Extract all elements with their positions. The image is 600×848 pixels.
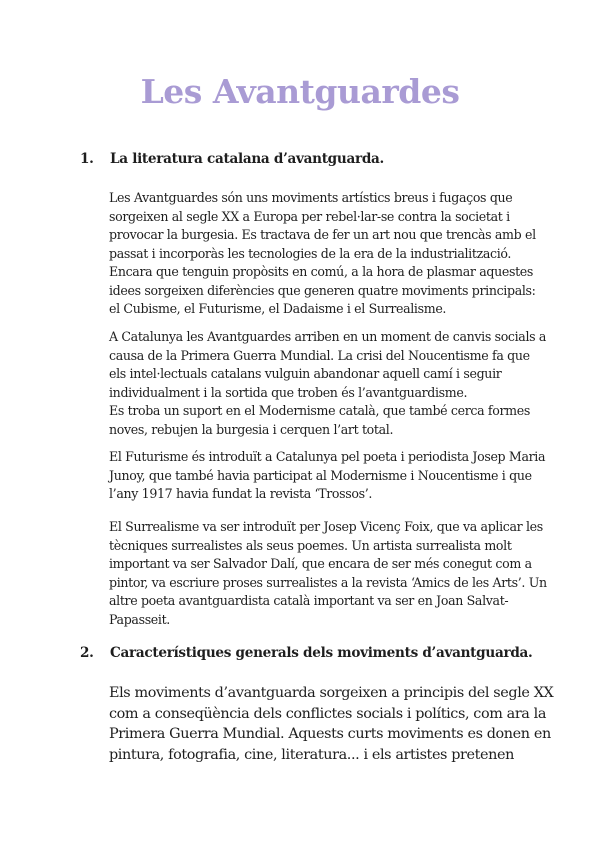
paragraph-text: Els moviments d’avantguarda sorgeixen a principis del segle XX com a conseqüència dels conflictes socials i polítics, com ara la Primera Guerra Mundial. Aquests curts moviments es donen en pintura, fotografia, cine, literatura... i els artistes pretenen xyxy=(109,685,554,763)
section-title: La literatura catalana d’avantguarda. xyxy=(110,151,384,167)
section-1-paragraph-1 xyxy=(109,189,549,319)
section-2-paragraph-1 xyxy=(109,683,569,765)
paragraph-text: Es troba un suport en el Modernisme català, que també cerca formes noves, rebujen la burgesia i cerquen l’art total. xyxy=(109,403,530,437)
section-1-paragraph-2 xyxy=(109,328,549,439)
paragraph-text: El Futurisme és introduït a Catalunya pel poeta i periodista Josep Maria Junoy, que també havia participat al Modernisme i Noucentisme i que l’any 1917 havia fundat la revista ‘Trossos’. xyxy=(109,449,546,501)
section-2-heading xyxy=(80,645,560,661)
paragraph-text: A Catalunya les Avantguardes arriben en un moment de canvis socials a causa de la Primera Guerra Mundial. La crisi del Noucentisme fa que els intel·lectuals catalans vulguin abandonar aquell camí i seguir individualment i la sortida que troben és l’avantguardisme. xyxy=(109,329,547,400)
page-title: Les Avantguardes xyxy=(140,72,460,111)
section-number: 2. xyxy=(80,645,94,661)
paragraph-text: El Surrealisme va ser introduït per Josep Vicenç Foix, que va aplicar les tècniques surrealistes als seus poemes. Un artista surrealista molt important va ser Salvador Dalí, que encara de ser més conegut com a pintor, va escriure proses surrealistes a la revista ‘Amics de les Arts’. Un altre poeta avantguardista català important va ser en Joan Salvat-Papasseit. xyxy=(109,519,547,627)
section-1-paragraph-3 xyxy=(109,448,549,504)
section-number: 1. xyxy=(80,151,94,167)
section-1-heading xyxy=(80,151,560,167)
section-title: Característiques generals dels moviments d’avantguarda. xyxy=(110,645,533,661)
section-1-paragraph-4 xyxy=(109,518,549,629)
paragraph-text: Les Avantguardes són uns moviments artístics breus i fugaços que sorgeixen al segle XX a Europa per rebel·lar-se contra la societat i provocar la burgesia. Es tractava de fer un art nou que trencàs amb el passat i incorporàs les tecnologies de la era de la industrialització. Encara que tenguin propòsits en comú, a la hora de plasmar aquestes idees sorgeixen diferències que generen quatre moviments principals: el Cubisme, el Futurisme, el Dadaisme i el Surrealisme. xyxy=(109,190,536,316)
